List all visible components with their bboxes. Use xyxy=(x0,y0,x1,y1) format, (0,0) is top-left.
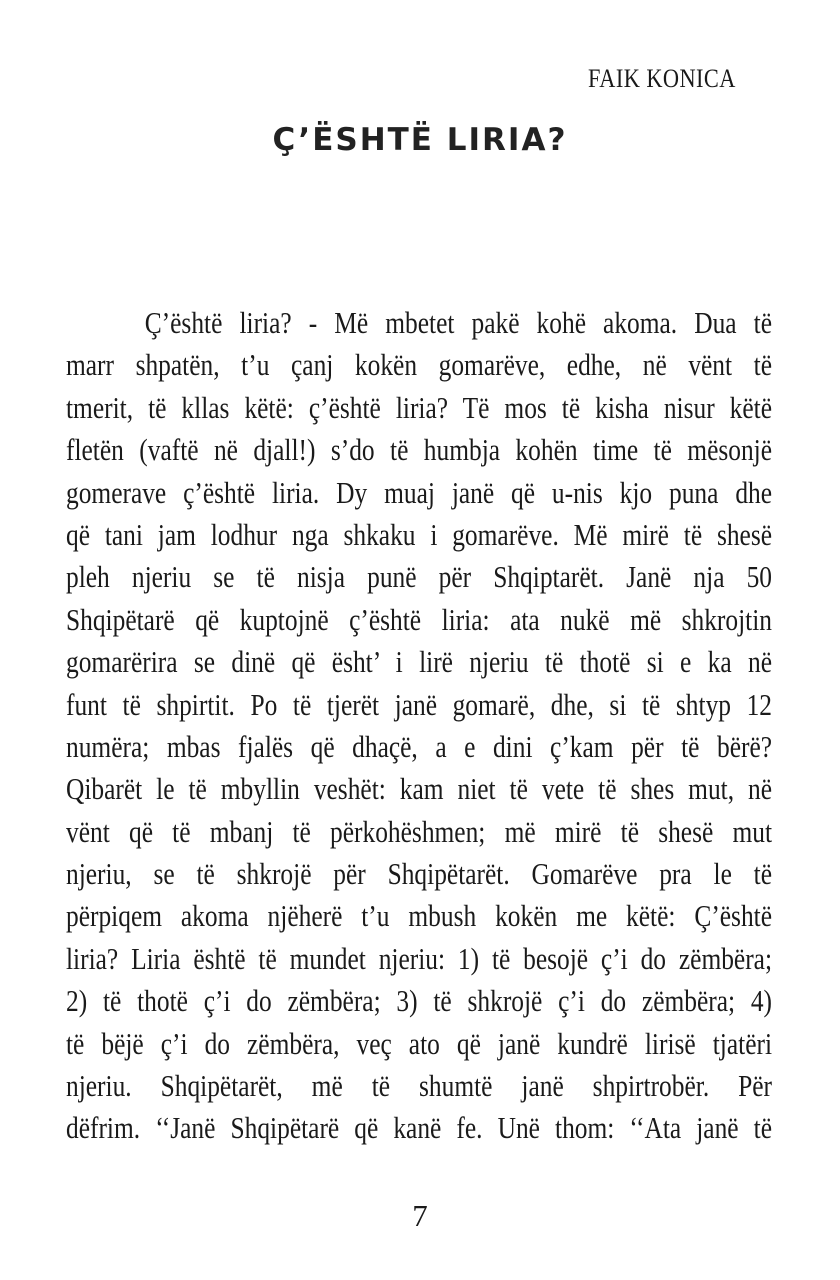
text-line: njeriu, se të shkrojë për Shqipëtarët. Gomarëve pra le të xyxy=(66,856,773,892)
text-line: vënt që të mbanj të përkohëshmen; më mirë të shesë mut xyxy=(66,813,773,849)
text-line: 2) të thotë ç’i do zëmbëra; 3) të shkrojë ç’i do zëmbëra; 4) xyxy=(66,983,773,1019)
text-line: Ç’është liria? - Më mbetet pakë kohë akoma. Dua të xyxy=(144,305,773,340)
text-line: fletën (vaftë në djall!) s’do të humbja kohën time të mësonjë xyxy=(66,432,773,468)
text-line: përpiqem akoma njëherë t’u mbush kokën me këtë: Ç’është xyxy=(66,898,773,934)
page-number: 7 xyxy=(412,1198,428,1233)
text-line: Qibarët le të mbyllin veshët: kam niet të vete të shes mut, në xyxy=(66,771,773,807)
text-line: Shqipëtarë që kuptojnë ç’është liria: ata nukë më shkrojtin xyxy=(66,601,773,637)
text-line: që tani jam lodhur nga shkaku i gomarëve. Më mirë të shesë xyxy=(66,516,773,552)
text-line: tmerit, të kllas këtë: ç’është liria? Të mos të kisha nisur këtë xyxy=(66,389,773,425)
text-line: funt të shpirtit. Po të tjerët janë gomarë, dhe, si të shtyp 12 xyxy=(66,686,773,722)
body-text xyxy=(66,302,772,1150)
text-line: njeriu. Shqipëtarët, më të shumtë janë shpirtrobër. Për xyxy=(66,1068,773,1104)
running-head-author: FAIK KONICA xyxy=(588,64,736,93)
text-line: numëra; mbas fjalës që dhaçë, a e dini ç’kam për të bërë? xyxy=(66,728,773,764)
text-line: të bëjë ç’i do zëmbëra, veç ato që janë kundrë lirisë tjatëri xyxy=(66,1025,773,1061)
text-line: gomarërira se dinë që ësht’ i lirë njeriu të thotë si e ka në xyxy=(66,644,773,680)
text-line: liria? Liria është të mundet njeriu: 1) të besojë ç’i do zëmbëra; xyxy=(66,940,773,976)
text-line: dëfrim. ‘‘Janë Shqipëtarë që kanë fe. Unë thom: ‘‘Ata janë të xyxy=(66,1110,773,1146)
text-line: marr shpatën, t’u çanj kokën gomarëve, edhe, në vënt të xyxy=(66,347,773,383)
chapter-title: Ç’ËSHTË LIRIA? xyxy=(272,122,568,158)
text-line: gomerave ç’është liria. Dy muaj janë që u-nis kjo puna dhe xyxy=(66,474,773,510)
text-line: pleh njeriu se të nisja punë për Shqiptarët. Janë nja 50 xyxy=(66,559,773,595)
